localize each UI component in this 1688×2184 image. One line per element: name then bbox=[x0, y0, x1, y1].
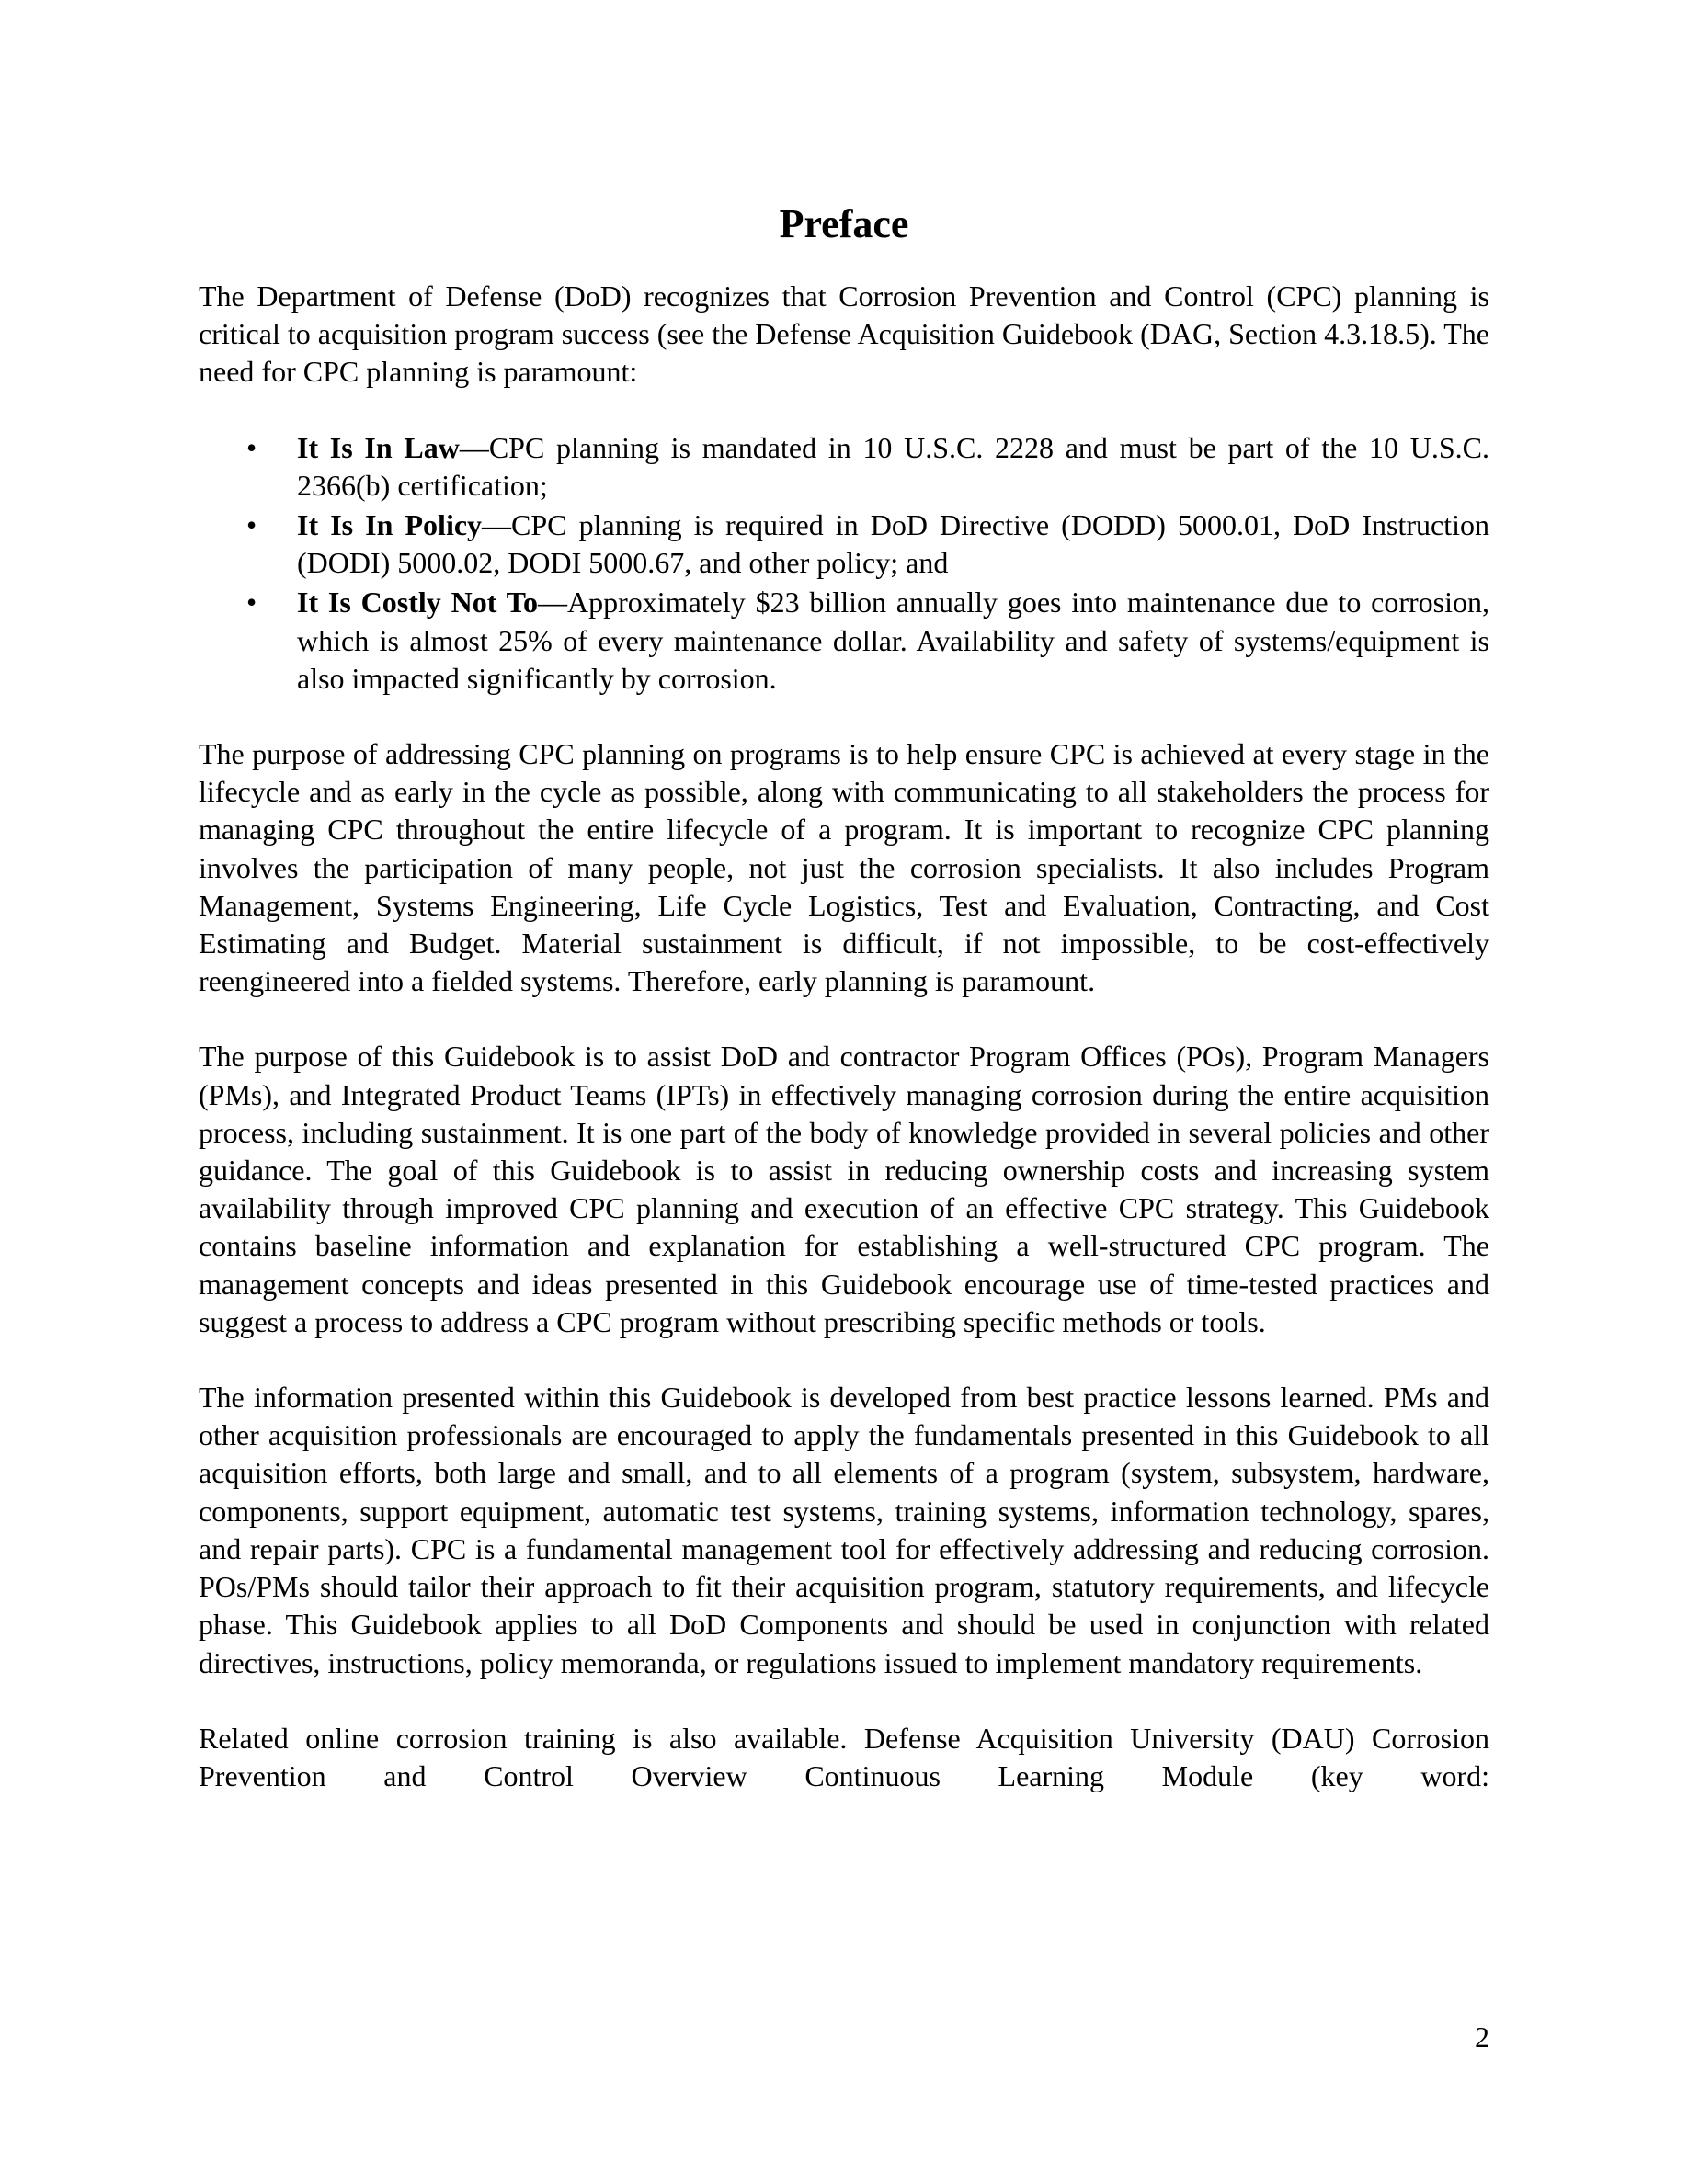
intro-paragraph: The Department of Defense (DoD) recognizes that Corrosion Prevention and Control (CPC) planning is critical to acquisition program success (see the Defense Acquisition Guidebook (DAG, Section 4.3.18.5). The need for CPC planning is paramount: bbox=[199, 279, 1489, 389]
list-item bbox=[199, 506, 1489, 582]
bullet-text: —CPC planning is required in DoD Directive (DODD) 5000.01, DoD Instruction (DODI) 5000.02, DODI 5000.67, and other policy; and bbox=[297, 508, 1489, 580]
page-title: Preface bbox=[779, 201, 909, 246]
page-body bbox=[199, 197, 1489, 1833]
bullet-text: —Approximately $23 billion annually goes into maintenance due to corrosion, which is almost 25% of every maintenance dollar. Availability and safety of systems/equipment is also impacted significantly by corrosion. bbox=[297, 586, 1490, 695]
bullet-lead: It Is Costly Not To bbox=[297, 586, 539, 620]
body-paragraph: The purpose of this Guidebook is to assist DoD and contractor Program Offices (POs), Program Managers (PMs), and Integrated Product Teams (IPTs) in effectively managing corrosion during the entire acquisition process, including sustainment. It is one part of the body of knowledge provided in several policies and other guidance. The goal of this Guidebook is to assist in reducing ownership costs and increasing system availability through improved CPC planning and execution of an effective CPC strategy. This Guidebook contains baseline information and explanation for establishing a well-structured CPC program. The management concepts and ideas presented in this Guidebook encourage use of time-tested practices and suggest a process to address a CPC program without prescribing specific methods or tools. bbox=[199, 1040, 1489, 1338]
bullet-icon: • bbox=[246, 508, 257, 542]
list-item bbox=[199, 584, 1489, 698]
page-number: 2 bbox=[1475, 2020, 1489, 2053]
bullet-text: —CPC planning is mandated in 10 U.S.C. 2228 and must be part of the 10 U.S.C. 2366(b) certification; bbox=[297, 430, 1490, 502]
bullet-list bbox=[199, 429, 1489, 698]
bullet-lead: It Is In Policy bbox=[297, 508, 483, 542]
list-item bbox=[199, 429, 1489, 505]
bullet-icon: • bbox=[246, 586, 257, 620]
bullet-icon: • bbox=[246, 430, 257, 464]
bullet-lead: It Is In Law bbox=[297, 430, 460, 464]
body-paragraph: The purpose of addressing CPC planning on programs is to help ensure CPC is achieved at every stage in the lifecycle and as early in the cycle as possible, along with communicating to all stakeholders the process for managing CPC throughout the entire lifecycle of a program. It is important to recognize CPC planning involves the participation of many people, not just the corrosion specialists. It also includes Program Management, Systems Engineering, Life Cycle Logistics, Test and Evaluation, Contracting, and Cost Estimating and Budget. Material sustainment is difficult, if not impossible, to be cost-effectively reengineered into a fielded systems. Therefore, early planning is paramount. bbox=[199, 737, 1489, 998]
body-paragraph: Related online corrosion training is also available. Defense Acquisition University (DAU) Corrosion Prevention and Control Overview Continuous Learning Module (key word: bbox=[199, 1721, 1489, 1792]
body-paragraph: The information presented within this Guidebook is developed from best practice lessons learned. PMs and other acquisition professionals are encouraged to apply the fundamentals presented in this Guidebook to all acquisition efforts, both large and small, and to all elements of a program (system, subsystem, hardware, components, support equipment, automatic test systems, training systems, information technology, spares, and repair parts). CPC is a fundamental management tool for effectively addressing and reducing corrosion. POs/PMs should tailor their approach to fit their acquisition program, statutory requirements, and lifecycle phase. This Guidebook applies to all DoD Components and should be used in conjunction with related directives, instructions, policy memoranda, or regulations issued to implement mandatory requirements. bbox=[199, 1381, 1489, 1679]
